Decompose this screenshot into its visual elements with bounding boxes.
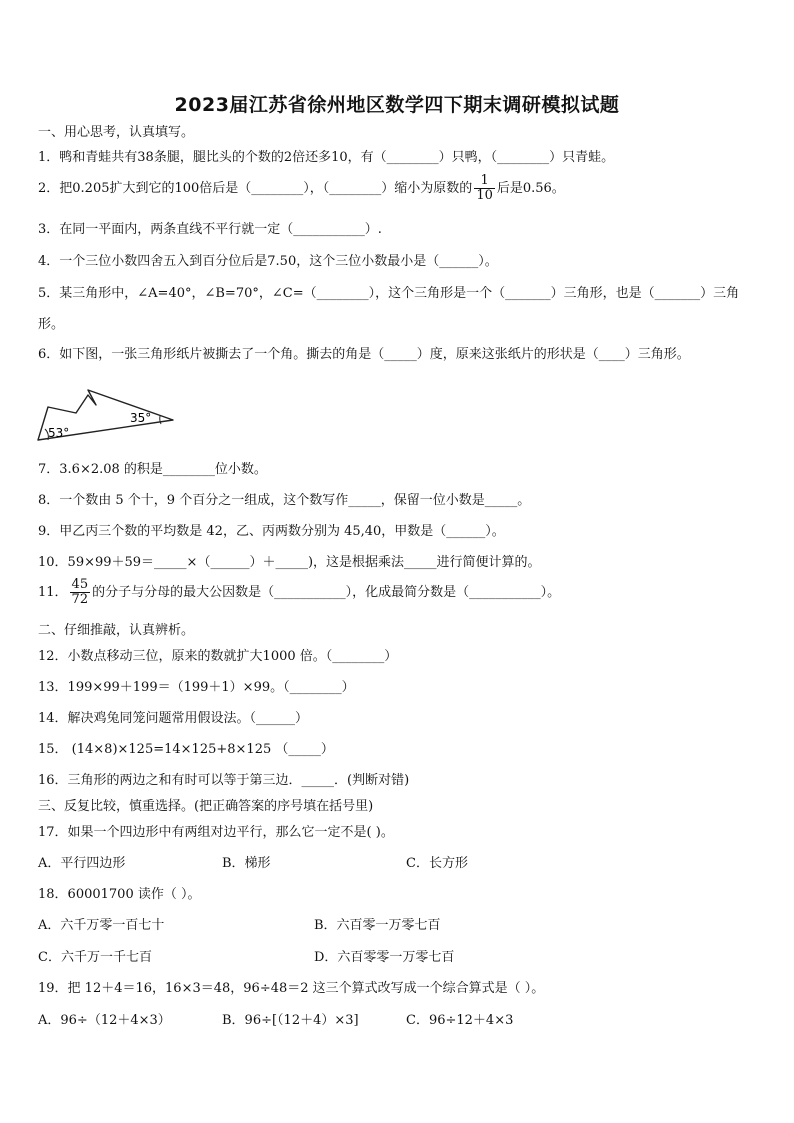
question-11-number: 11．	[38, 585, 68, 600]
question-10: 10．59×99＋59＝_____×（______）＋_____)，这是根据乘法_____进行简便计算的。	[38, 555, 541, 570]
torn-triangle-figure	[36, 385, 178, 443]
question-14: 14．解决鸡兔同笼问题常用假设法。（______）	[38, 711, 309, 726]
question-5-line-2: 形。	[38, 317, 65, 332]
question-11-fraction	[70, 578, 91, 607]
question-11-text: 的分子与分母的最大公因数是（___________），化成最简分数是（___________）。	[92, 585, 561, 600]
angle-arc-right	[160, 416, 161, 424]
question-17-option-b: B．梯形	[222, 856, 271, 871]
question-19-option-b: B．96÷[（12＋4）×3]	[222, 1013, 359, 1028]
question-2-fraction	[474, 174, 495, 203]
question-9: 9．甲乙丙三个数的平均数是 42，乙、丙两数分别为 45,40，甲数是（______）。	[38, 524, 505, 539]
question-17-option-a: A．平行四边形	[38, 856, 126, 871]
question-2-text-b: 后是0.56。	[496, 181, 565, 196]
question-19: 19．把 12＋4＝16，16×3＝48，96÷48＝2 这三个算式改写成一个综合算式是（ ）。	[38, 981, 545, 996]
fraction-denominator: 10	[476, 188, 493, 203]
question-2	[38, 174, 565, 203]
question-18-option-b: B．六百零一万零七百	[314, 918, 441, 933]
question-17-option-c: C．长方形	[406, 856, 468, 871]
section-1-heading: 一、用心思考，认真填写。	[38, 125, 195, 140]
question-17: 17．如果一个四边形中有两组对边平行，那么它一定不是( )。	[38, 825, 394, 840]
question-2-text-a: 2．把0.205扩大到它的100倍后是（________），（________）缩小为原数的	[38, 181, 473, 196]
question-4: 4．一个三位小数四舍五入到百分位后是7.50，这个三位小数最小是（______）。	[38, 254, 498, 269]
question-13: 13．199×99＋199＝（199＋1）×99。（________）	[38, 680, 355, 695]
fraction-denominator: 72	[71, 592, 89, 607]
fraction-numerator: 1	[480, 173, 489, 188]
question-5-line-1: 5．某三角形中，∠A=40°，∠B=70°，∠C=（________），这个三角形是一个（_______）三角形，也是（_______）三角	[38, 286, 740, 301]
question-19-option-c: C．96÷12＋4×3	[406, 1013, 514, 1028]
question-18-option-d: D．六百零零一万零七百	[314, 950, 455, 965]
section-3-heading: 三、反复比较，慎重选择。(把正确答案的序号填在括号里)	[38, 799, 374, 814]
question-18-option-a: A．六千万零一百七十	[38, 918, 165, 933]
question-15: 15． (14×8)×125=14×125+8×125 （_____）	[38, 742, 334, 757]
question-3: 3．在同一平面内，两条直线不平行就一定（___________）.	[38, 222, 382, 237]
question-12: 12．小数点移动三位，原来的数就扩大1000 倍。（________）	[38, 649, 398, 664]
section-2-heading: 二、仔细推敲，认真辨析。	[38, 623, 195, 638]
angle-label-35: 35°	[130, 411, 152, 425]
question-7: 7．3.6×2.08 的积是________位小数。	[38, 462, 267, 477]
question-8: 8．一个数由 5 个十，9 个百分之一组成，这个数写作_____，保留一位小数是_____。	[38, 493, 531, 508]
question-16: 16．三角形的两边之和有时可以等于第三边．_____．(判断对错)	[38, 773, 410, 788]
question-11	[38, 578, 560, 607]
question-18-option-c: C．六千万一千七百	[38, 950, 152, 965]
question-1: 1．鸭和青蛙共有38条腿，腿比头的个数的2倍还多10，有（________）只鸭，（________）只青蛙。	[38, 150, 615, 165]
fraction-numerator: 45	[71, 577, 89, 592]
question-19-option-a: A．96÷（12＋4×3）	[38, 1013, 171, 1028]
angle-label-53: 53°	[48, 426, 70, 440]
question-6: 6．如下图，一张三角形纸片被撕去了一个角。撕去的角是（_____）度，原来这张纸片的形状是（____）三角形。	[38, 347, 690, 362]
page-title: 2023届江苏省徐州地区数学四下期末调研模拟试题	[174, 94, 620, 116]
question-18: 18．60001700 读作（ ）。	[38, 887, 201, 902]
